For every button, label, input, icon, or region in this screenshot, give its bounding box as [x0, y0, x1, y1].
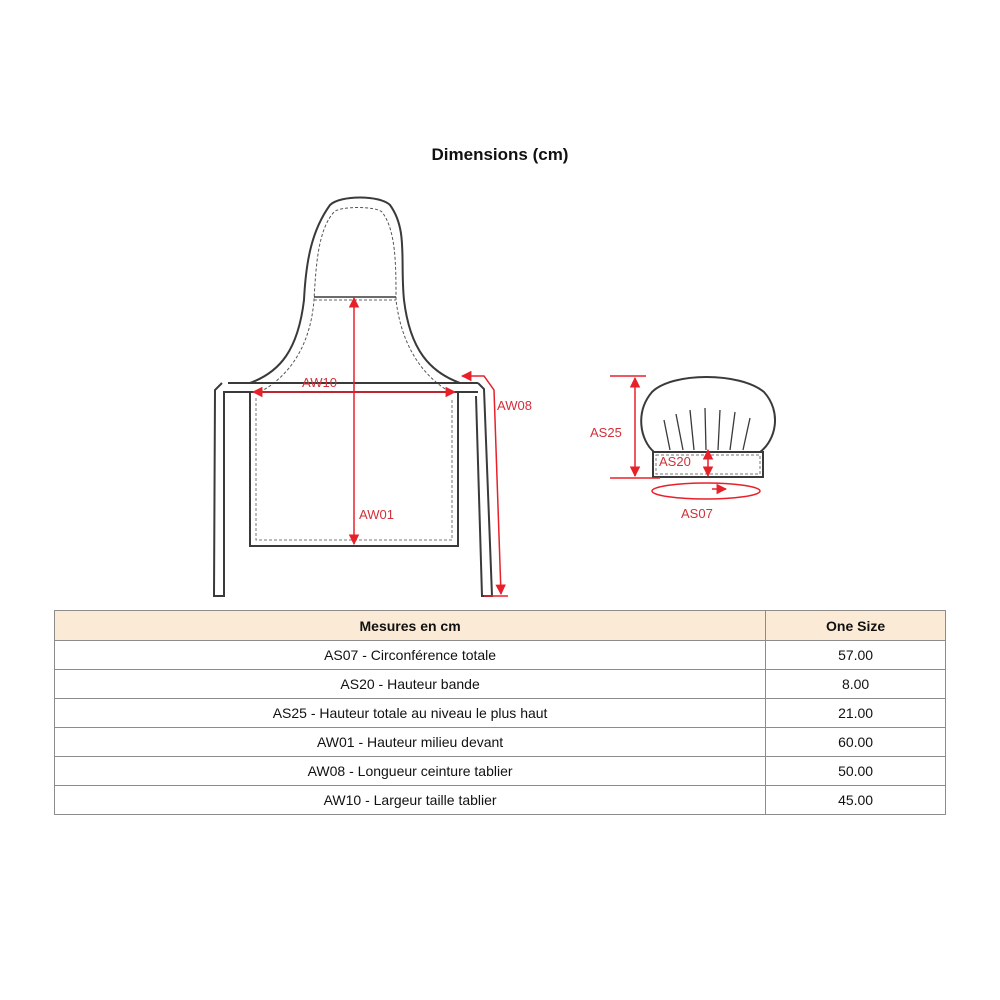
hat-crown	[641, 377, 775, 452]
measure-name: AS07 - Circonférence totale	[55, 641, 766, 670]
label-as07: AS07	[681, 506, 713, 521]
label-aw10: AW10	[302, 375, 337, 390]
measure-value: 60.00	[766, 728, 946, 757]
label-as25: AS25	[590, 425, 622, 440]
measure-value: 50.00	[766, 757, 946, 786]
apron-illustration	[214, 198, 532, 597]
left-tie	[214, 383, 230, 596]
measure-value: 8.00	[766, 670, 946, 699]
measure-value: 45.00	[766, 786, 946, 815]
table-row	[55, 786, 946, 815]
table-row	[55, 670, 946, 699]
label-aw08: AW08	[497, 398, 532, 413]
label-as20: AS20	[659, 454, 691, 469]
table-row	[55, 728, 946, 757]
measure-value: 21.00	[766, 699, 946, 728]
measure-value: 57.00	[766, 641, 946, 670]
apron-outline	[230, 198, 460, 384]
table-row	[55, 641, 946, 670]
column-header: One Size	[766, 611, 946, 641]
measure-name: AW10 - Largeur taille tablier	[55, 786, 766, 815]
label-aw01: AW01	[359, 507, 394, 522]
size-table	[54, 610, 946, 815]
right-tie	[476, 383, 492, 596]
column-header: Mesures en cm	[55, 611, 766, 641]
measure-name: AS20 - Hauteur bande	[55, 670, 766, 699]
table-row	[55, 757, 946, 786]
chef-hat-illustration	[590, 376, 775, 521]
table-row	[55, 699, 946, 728]
table-header-row	[55, 611, 946, 641]
measure-name: AW01 - Hauteur milieu devant	[55, 728, 766, 757]
measure-name: AS25 - Hauteur totale au niveau le plus haut	[55, 699, 766, 728]
measure-name: AW08 - Longueur ceinture tablier	[55, 757, 766, 786]
page-title: Dimensions (cm)	[431, 148, 569, 164]
